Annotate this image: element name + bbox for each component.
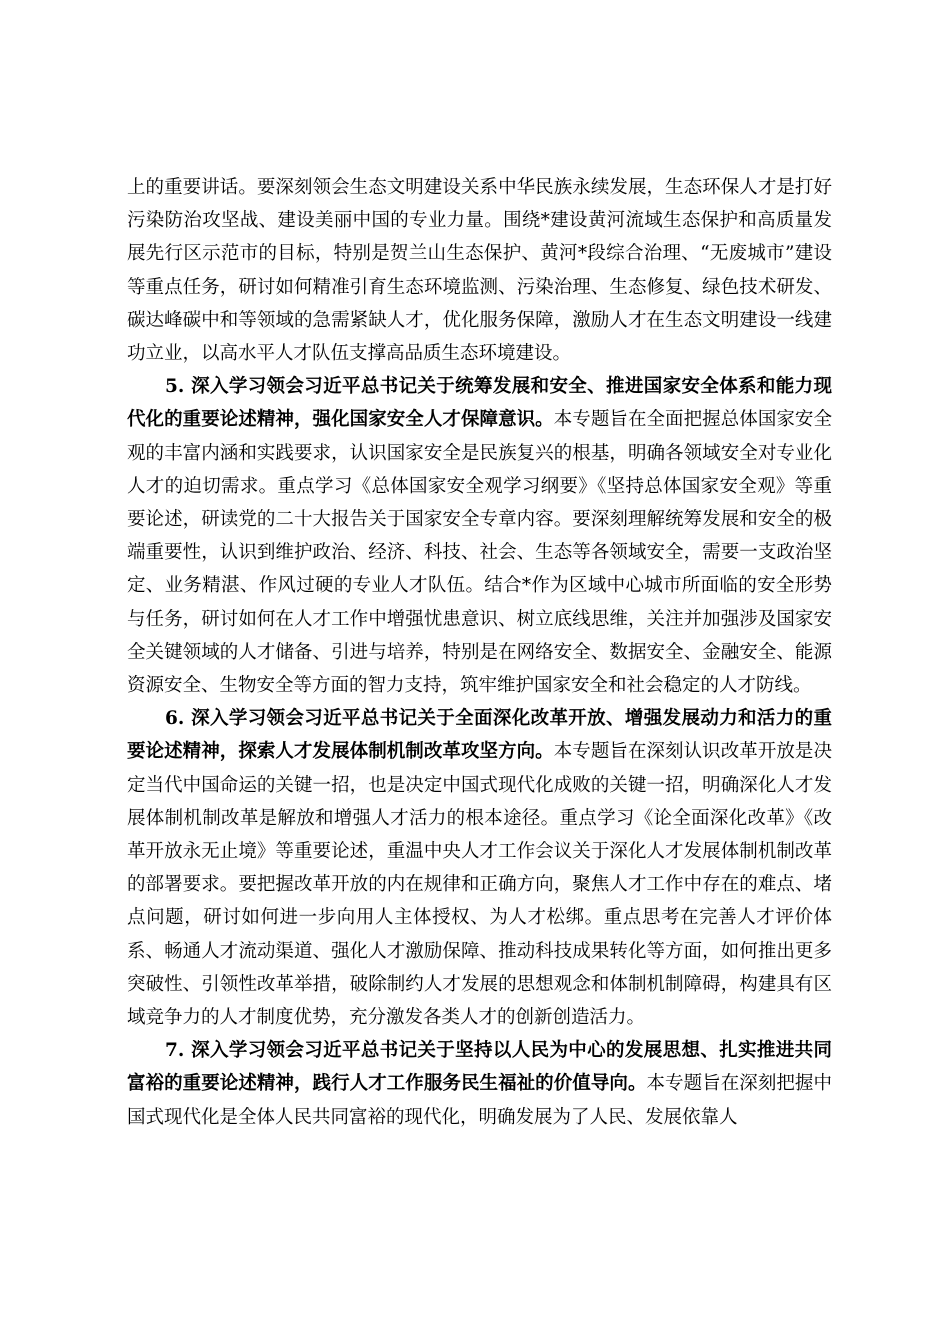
topic-6-heading: 6. 深入学习领会习近平总书记关于全面深化改革开放、增强发展动力和活力的重要论述精神，探索人才发展体制机制改革攻坚方向。	[127, 708, 832, 763]
paragraph-topic-6	[127, 702, 832, 1034]
paragraph-body: 上的重要讲话。要深刻领会生态文明建设关系中华民族永续发展，生态环保人才是打好污染防治攻坚战、建设美丽中国的专业力量。围绕*建设黄河流域生态保护和高质量发展先行区示范市的目标，特别是贺兰山生态保护、黄河*段综合治理、“无废城市”建设等重点任务，研讨如何精准引育生态环境监测、污染治理、生态修复、绿色技术研发、碳达峰碳中和等领域的急需紧缺人才，优化服务保障，激励人才在生态文明建设一线建功立业，以高水平人才队伍支撑高品质生态环境建设。	[127, 177, 832, 365]
paragraph-topic-5	[127, 370, 832, 702]
topic-6-body: 本专题旨在深刻认识改革开放是决定当代中国命运的关键一招，也是决定中国式现代化成败的关键一招，明确深化人才发展体制机制改革是解放和增强人才活力的根本途径。重点学习《论全面深化改革》《改革开放永无止境》等重要论述，重温中央人才工作会议关于深化人才发展体制机制改革的部署要求。要把握改革开放的内在规律和正确方向，聚焦人才工作中存在的难点、堵点问题，研讨如何进一步向用人主体授权、为人才松绑。重点思考在完善人才评价体系、畅通人才流动渠道、强化人才激励保障、推动科技成果转化等方面，如何推出更多突破性、引领性改革举措，破除制约人才发展的思想观念和体制机制障碍，构建具有区域竞争力的人才制度优势，充分激发各类人才的创新创造活力。	[127, 741, 832, 1029]
topic-7-heading: 7. 深入学习领会习近平总书记关于坚持以人民为中心的发展思想、扎实推进共同富裕的重要论述精神，践行人才工作服务民生福祉的价值导向。	[127, 1040, 832, 1095]
topic-5-body: 本专题旨在全面把握总体国家安全观的丰富内涵和实践要求，认识国家安全是民族复兴的根基，明确各领域安全对专业化人才的迫切需求。重点学习《总体国家安全观学习纲要》《坚持总体国家安全观》等重要论述，研读党的二十大报告关于国家安全专章内容。要深刻理解统筹发展和安全的极端重要性，认识到维护政治、经济、科技、社会、生态等各领域安全，需要一支政治坚定、业务精湛、作风过硬的专业人才队伍。结合*作为区域中心城市所面临的安全形势与任务，研讨如何在人才工作中增强忧患意识、树立底线思维，关注并加强涉及国家安全关键领域的人才储备、引进与培养，特别是在网络安全、数据安全、金融安全、能源资源安全、生物安全等方面的智力支持，筑牢维护国家安全和社会稳定的人才防线。	[127, 409, 832, 697]
topic-7-body: 本专题旨在深刻把握中国式现代化是全体人民共同富裕的现代化，明确发展为了人民、发展依靠人	[127, 1073, 832, 1128]
document-page	[127, 171, 832, 1134]
paragraph-topic-7	[127, 1034, 832, 1134]
topic-5-heading: 5. 深入学习领会习近平总书记关于统筹发展和安全、推进国家安全体系和能力现代化的重要论述精神，强化国家安全人才保障意识。	[127, 376, 832, 431]
paragraph-continuation	[127, 171, 832, 370]
